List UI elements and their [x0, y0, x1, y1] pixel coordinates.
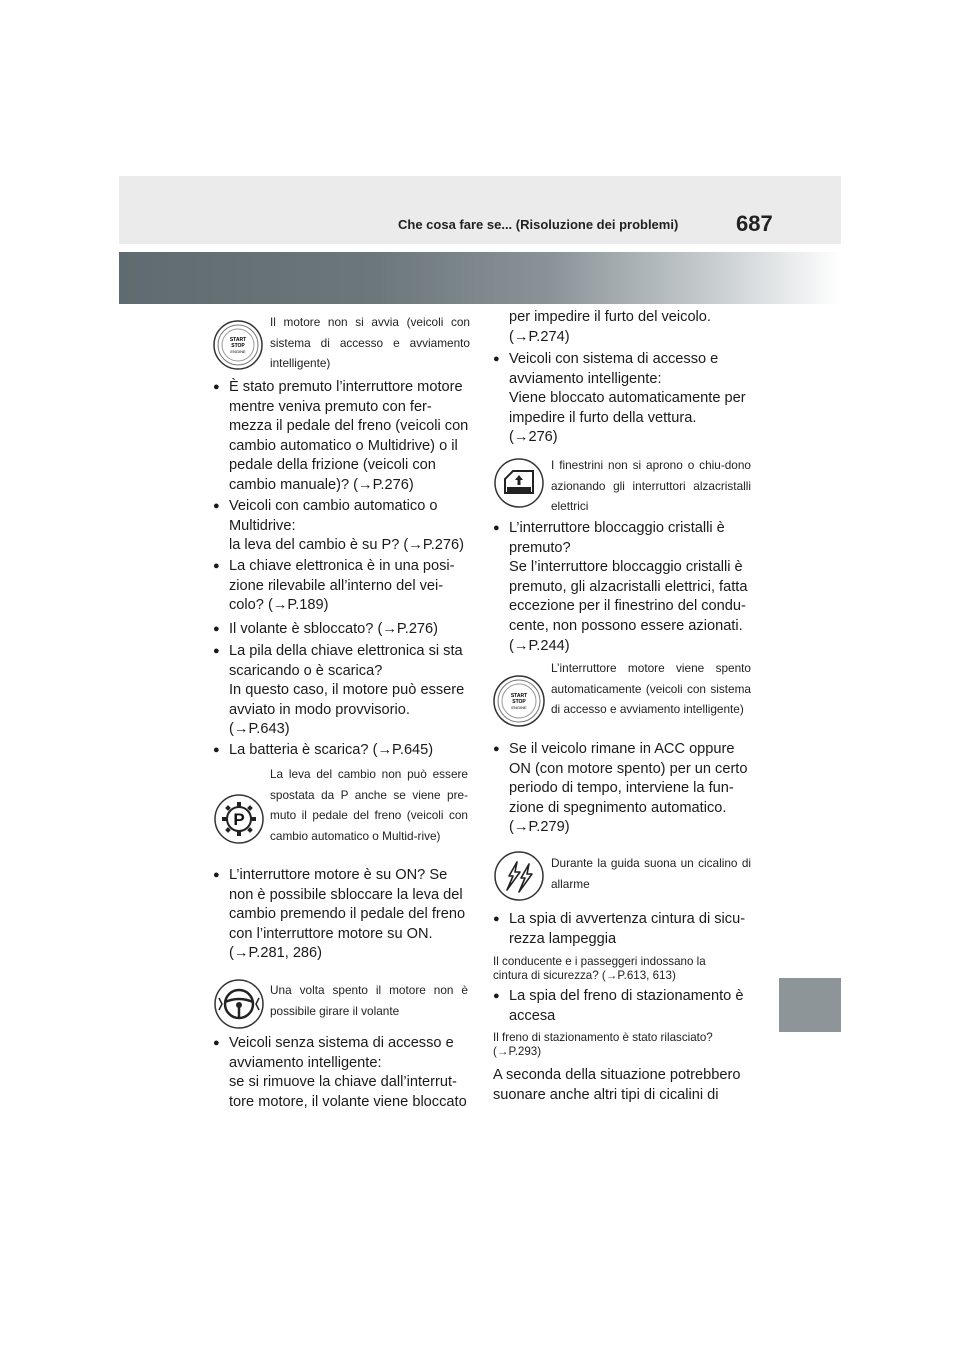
- bullet-parking-brake: ● La spia del freno di stazionamento è accesa: [493, 988, 744, 1024]
- bullet-window-lock: ● L’interruttore bloccaggio cristalli è premuto? Se l’interruttore bloccaggio cristalli è premuto, gli alzacristalli elettrici, fatta eccezione per il finestrino del condu- cente, non possono essere azionati. (→P.244): [493, 520, 748, 654]
- steering-wheel-icon: [213, 978, 265, 1030]
- seatbelt-question: Il conducente e i passeggeri indossano la cintura di sicurezza? (→P.613, 613): [493, 955, 706, 982]
- bullet-key-battery: ● La pila della chiave elettronica si sta scaricando o è scarica? In questo caso, il motore può essere avviato in modo provvisorio. (→P.643): [213, 643, 465, 738]
- svg-text:START: START: [510, 693, 528, 699]
- svg-text:P: P: [233, 810, 245, 829]
- chapter-tab: [779, 978, 841, 1032]
- bullet-icon: ●: [213, 623, 220, 635]
- bullet-icon: ●: [213, 381, 220, 393]
- shift-lock-gear-icon: [213, 793, 265, 845]
- svg-text:ENGINE: ENGINE: [511, 705, 527, 710]
- header-bar: [119, 176, 841, 244]
- bullet-battery-flat: ● La batteria è scarica? (→P.645): [213, 741, 483, 761]
- bullet-auto-lock: ● Veicoli con sistema di accesso e avviamento intelligente: Viene bloccato automaticamente per impedire il furto della vettura. (→276): [493, 351, 746, 446]
- header-band: [119, 252, 841, 304]
- bullet-brake-pressed: ● È stato premuto l’interruttore motore mentre veniva premuto con fer- mezza il pedale del freno (veicoli con cambio automatico o Multidrive) o il pedale della frizione (veicoli con cambio manuale)? (→P.276): [213, 379, 469, 493]
- bullet-icon: ●: [213, 645, 220, 657]
- bullet-icon: ●: [213, 744, 220, 756]
- bullet-seatbelt: ● La spia di avvertenza cintura di sicu- rezza lampeggia: [493, 911, 746, 947]
- note-steering-lock: Una volta spento il motore non è possibile girare il volante: [270, 983, 468, 1018]
- svg-text:STOP: STOP: [512, 699, 526, 705]
- note-engine-not-start: Il motore non si avvia (veicoli con sistema di accesso e avviamento intelligente): [270, 315, 470, 371]
- page-title: Che cosa fare se... (Risoluzione dei problemi): [398, 217, 679, 232]
- bullet-icon: ●: [213, 1037, 220, 1049]
- bullet-icon: ●: [493, 522, 500, 534]
- bullet-acc-on: ● Se il veicolo rimane in ACC oppure ON (con motore spento) per un certo periodo di tempo, interviene la fun- zione di spegnimento automatico. (→P.279): [493, 741, 748, 836]
- bullet-no-smart-key: ● Veicoli senza sistema di accesso e avviamento intelligente: se si rimuove la chiave dall’interrut- tore motore, il volante viene bloccato: [213, 1035, 467, 1110]
- bullet-steering-unlocked: ● Il volante è sbloccato? (→P.276): [213, 620, 483, 640]
- bullet-icon: ●: [493, 353, 500, 365]
- bullet-icon: ●: [213, 500, 220, 512]
- bullet-icon: ●: [213, 869, 220, 881]
- bullet-key-position: ● La chiave elettronica è in una posi- zione rilevabile all’interno del vei- colo? (→P.189): [213, 558, 455, 614]
- start-stop-button-icon: [493, 675, 545, 727]
- note-windows: I finestrini non si aprono o chiu-dono azionando gli interruttori alzacristalli elettrici: [551, 458, 751, 514]
- bullet-shift-p: ● Veicoli con cambio automatico o Multidrive: la leva del cambio è su P? (→P.276): [213, 498, 464, 554]
- svg-text:START: START: [229, 337, 247, 343]
- bullet-switch-on: ● L’interruttore motore è su ON? Se non è possibile sbloccare la leva del cambio premendo il pedale del freno con l’interruttore motore su ON. (→P.281, 286): [213, 867, 466, 962]
- bullet-icon: ●: [493, 990, 500, 1002]
- note-shift-lever: La leva del cambio non può essere spostata da P anche se viene pre-muto il pedale del freno (veicoli con cambio automatico o Multid-rive): [270, 767, 468, 843]
- bullet-icon: ●: [493, 913, 500, 925]
- buzzer-alarm-icon: [493, 850, 545, 902]
- power-window-icon: [493, 457, 545, 509]
- other-buzzers-text: A seconda della situazione potrebbero suonare anche altri tipi di cicalini di: [493, 1067, 741, 1103]
- note-auto-off: L’interruttore motore viene spento automaticamente (veicoli con sistema di accesso e avviamento intelligente): [551, 661, 751, 717]
- continued-text: per impedire il furto del veicolo. (→P.274): [509, 309, 711, 345]
- page-number: 687: [736, 211, 773, 236]
- svg-text:ENGINE: ENGINE: [230, 349, 246, 354]
- parking-brake-question: Il freno di stazionamento è stato rilasciato? (→P.293): [493, 1031, 713, 1058]
- note-buzzer: Durante la guida suona un cicalino di allarme: [551, 856, 751, 891]
- start-stop-button-icon: [213, 320, 263, 370]
- bullet-icon: ●: [493, 743, 500, 755]
- bullet-icon: ●: [213, 560, 220, 572]
- svg-text:STOP: STOP: [231, 343, 245, 349]
